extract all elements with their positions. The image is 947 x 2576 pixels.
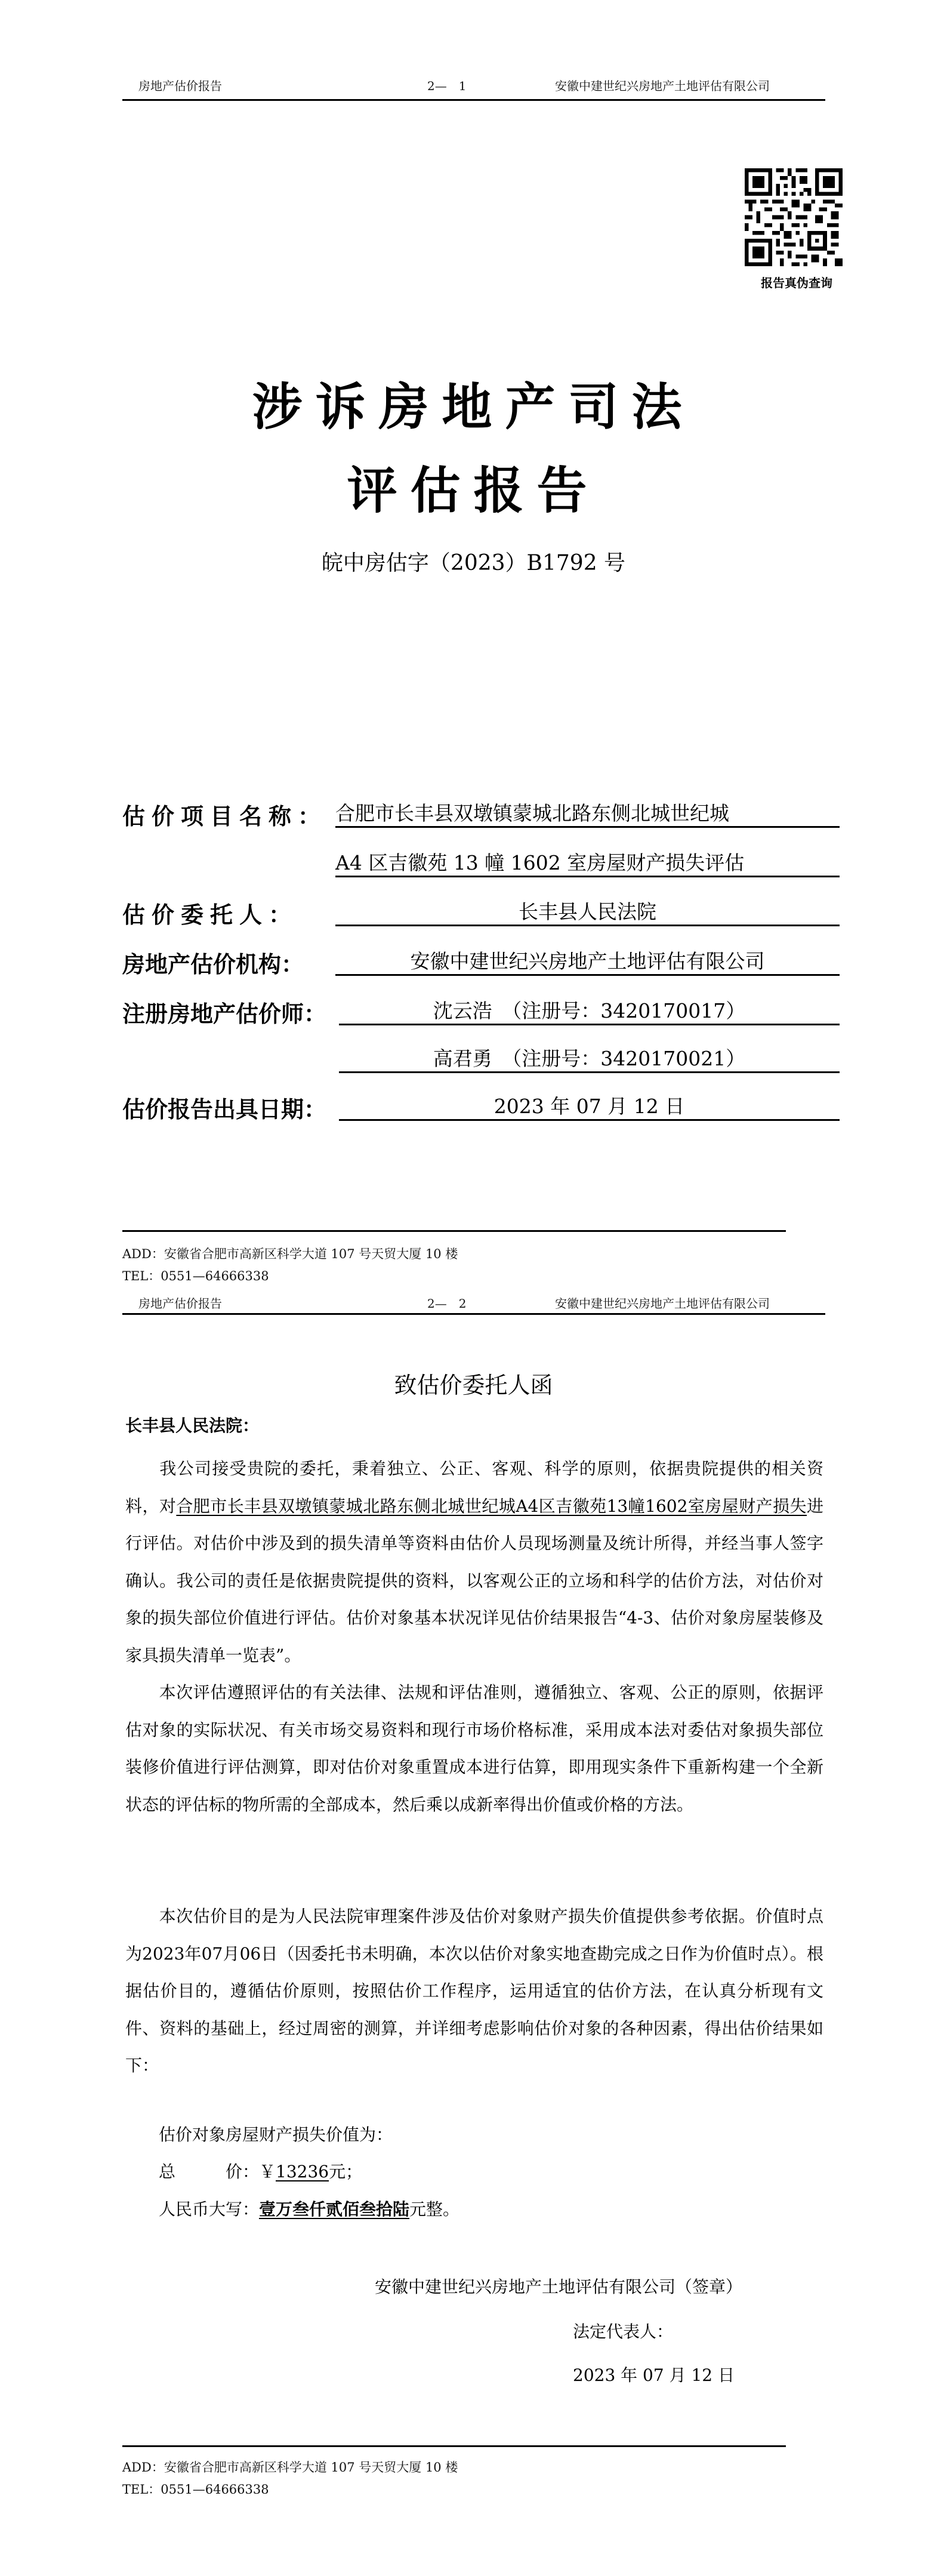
paragraph-1-part-b: 进行评估。对估价中涉及到的损失清单等资料由估价人员现场测量及统计所得，并经当事人签字确认。我公司的责任是依据贵院提供的资料，以客观公正的立场和科学的估价方法，对估价对象的损失部位价值进行评估。估价对象基本状况详见估价结果报告“4-3、估价对象房屋装修及家具损失清单一览表”。 [125,1496,823,1665]
report-number: 皖中房估字（2023）B1792 号 [321,551,626,575]
appraiser-1: 沈云浩 （注册号：3420170017） [339,996,840,1025]
letter-paragraph-2 [125,1674,823,1823]
agency-label: 房地产估价机构： [122,951,304,978]
project-name-value-line1: 合肥市长丰县双墩镇蒙城北路东侧北城世纪城 [335,798,840,828]
page2-header-page-number: 2— 2 [427,1296,467,1311]
letter-paragraph-3 [125,1898,823,2085]
page1-header-right: 安徽中建世纪兴房地产土地评估有限公司 [555,79,770,93]
currency-symbol: ￥ [259,2162,276,2181]
signature-date: 2023 年 07 月 12 日 [573,2365,735,2385]
report-date-label: 估价报告出具日期： [122,1096,327,1123]
letter-addressee: 长丰县人民法院： [125,1416,260,1435]
qr-code-icon[interactable] [745,168,843,266]
cover-title-line1: 涉诉房地产司法 [252,377,695,436]
page1-header-page-number: 2— 1 [427,79,467,93]
rmb-uppercase-line [159,2196,459,2220]
rmb-label: 人民币大写： [159,2199,260,2219]
letter-title: 致估价委托人函 [394,1372,553,1398]
qr-code-graphic [745,168,843,266]
client-label: 估价委托人： [122,901,298,928]
appraiser-2: 高君勇 （注册号：3420170021） [339,1043,840,1073]
signature-legal-rep: 法定代表人： [573,2322,674,2341]
paragraph-2-text: 本次评估遵照评估的有关法律、法规和评估准则，遵循独立、客观、公正的原则，依据评估对象的实际状况、有关市场交易资料和现行市场价格标准，采用成本法对委估对象损失部位装修价值进行评估测算，即对估价对象重置成本进行估算，即用现实条件下重新构建一个全新状态的评估标的物所需的全部成本，然后乘以成新率得出价值或价格的方法。 [125,1683,823,1814]
report-date-value: 2023 年 07 月 12 日 [339,1091,840,1121]
page2-header-left: 房地产估价报告 [138,1296,222,1311]
page1-footer-address: ADD：安徽省合肥市高新区科学大道 107 号天贸大厦 10 楼 [122,1247,458,1261]
page2-header-rule [122,1313,825,1315]
project-name-label: 估价项目名称： [122,803,328,830]
page2-footer-rule [122,2445,786,2447]
page2-footer-address: ADD：安徽省合肥市高新区科学大道 107 号天贸大厦 10 楼 [122,2460,458,2475]
page2-header-right: 安徽中建世纪兴房地产土地评估有限公司 [555,1296,770,1311]
letter-paragraph-1 [125,1450,823,1674]
appraiser-label: 注册房地产估价师： [122,1000,327,1027]
page1-footer-tel: TEL：0551—64666338 [122,1269,269,1283]
total-price-suffix: 元； [329,2162,363,2181]
cover-title-line2: 评估报告 [347,461,600,520]
page2-footer-tel: TEL：0551—64666338 [122,2482,269,2497]
total-price-label: 总 价： [159,2162,260,2181]
rmb-suffix: 元整。 [409,2199,460,2219]
page1-header-left: 房地产估价报告 [138,79,222,93]
page1-header-rule [122,99,825,101]
paragraph-1-part-a: 我公司接受贵院的委托，秉着独立、公正、客观、科学的原则，依据贵院提供的相关资料，对 [125,1459,823,1516]
client-value: 长丰县人民法院 [335,896,840,926]
agency-value: 安徽中建世纪兴房地产土地评估有限公司 [335,946,840,976]
page1-footer-rule [122,1230,786,1232]
paragraph-3-text: 本次估价目的是为人民法院审理案件涉及估价对象财产损失价值提供参考依据。价值时点为2023年07月06日（因委托书未明确，本次以估价对象实地查勘完成之日作为价值时点）。根据估价目的，遵循估价原则，按照估价工作程序，运用适宜的估价方法，在认真分析现有文件、资料的基础上，经过周密的测算，并详细考虑影响估价对象的各种因素，得出估价结果如下： [125,1906,823,2075]
total-price-line [159,2159,362,2183]
total-price-value: 13236 [276,2162,329,2181]
qr-caption: 报告真伪查询 [761,276,832,290]
result-intro: 估价对象房屋财产损失价值为： [159,2125,393,2144]
project-name-value-line2: A4 区吉徽苑 13 幢 1602 室房屋财产损失评估 [335,848,840,877]
signature-company: 安徽中建世纪兴房地产土地评估有限公司（签章） [375,2277,743,2297]
paragraph-1-underlined-subject: 合肥市长丰县双墩镇蒙城北路东侧北城世纪城A4区吉徽苑13幢1602室房屋财产损失 [176,1496,807,1516]
rmb-uppercase-value: 壹万叁仟贰佰叁拾陆 [259,2199,410,2219]
